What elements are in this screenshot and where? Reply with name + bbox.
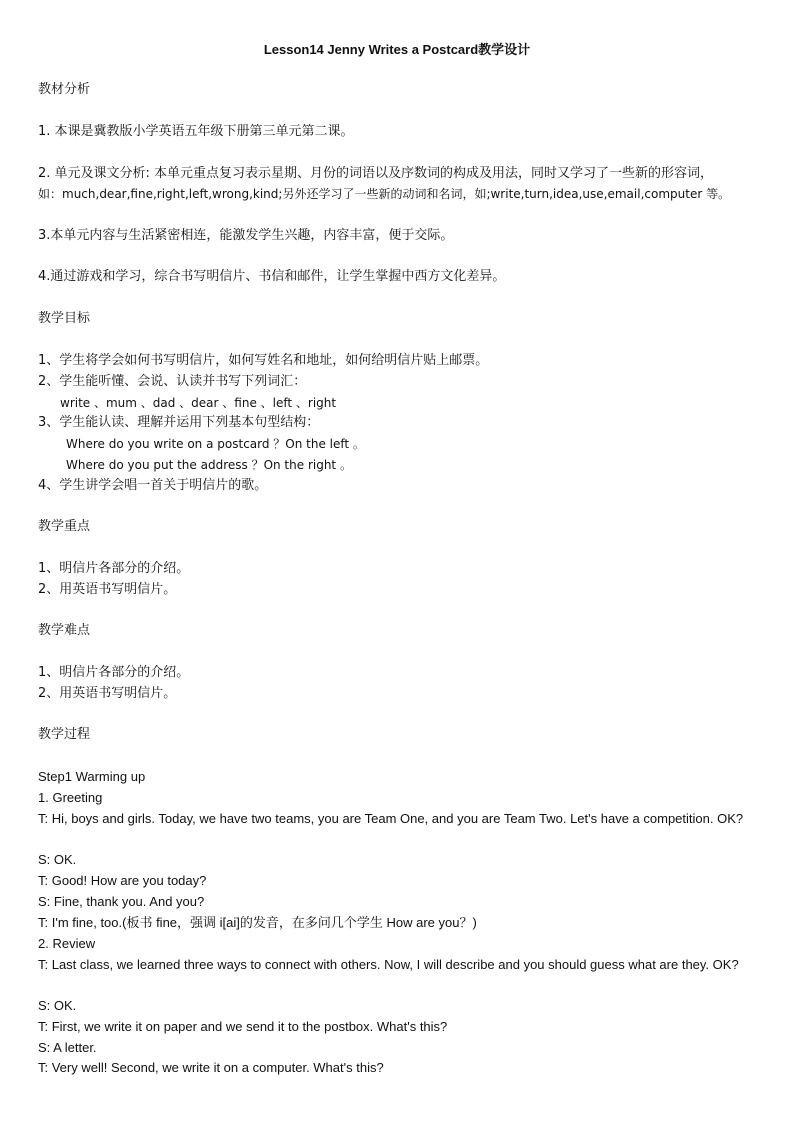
objective-2-words: write 、mum 、dad 、dear 、fine 、left 、right	[60, 396, 337, 410]
dialogue-teacher-2: T: Good! How are you today?	[38, 873, 207, 888]
objective-4: 4、学生讲学会唱一首关于明信片的歌。	[38, 478, 268, 493]
objective-3-sentence-1: Where do you write on a postcard ？On the left 。	[66, 437, 365, 451]
review-heading: 2. Review	[38, 936, 96, 951]
objective-1: 1、学生将学会如何书写明信片，如何写姓名和地址，如何给明信片贴上邮票。	[38, 353, 489, 368]
section-heading-difficulties: 教学难点	[38, 623, 91, 638]
dialogue-student-4: S: A letter.	[38, 1040, 97, 1055]
difficulty-1: 1、明信片各部分的介绍。	[38, 665, 190, 680]
document-title: Lesson14 Jenny Writes a Postcard教学设计	[263, 42, 531, 57]
analysis-paragraph-2b: 如：much,dear,fine,right,left,wrong,kind;另外还学习了一些新的动词和名词，如;write,turn,idea,use,email,computer 等。	[38, 187, 731, 201]
dialogue-teacher-1: T: Hi, boys and girls. Today, we have two teams, you are Team One, and you are Team Two. Let's have a competition. OK?	[38, 811, 744, 826]
dialogue-student-1: S: OK.	[38, 852, 77, 867]
section-heading-objectives: 教学目标	[38, 311, 91, 326]
section-heading-process: 教学过程	[38, 727, 91, 742]
analysis-paragraph-1: 1. 本课是冀教版小学英语五年级下册第三单元第二课。	[38, 124, 354, 139]
section-heading-key-points: 教学重点	[38, 519, 91, 534]
key-point-1: 1、明信片各部分的介绍。	[38, 561, 190, 576]
objective-2: 2、学生能听懂、会说、认读并书写下列词汇：	[38, 374, 307, 389]
dialogue-teacher-5: T: First, we write it on paper and we send it to the postbox. What's this?	[38, 1019, 448, 1034]
analysis-paragraph-4: 4.通过游戏和学习，综合书写明信片、书信和邮件，让学生掌握中西方文化差异。	[38, 269, 506, 284]
dialogue-teacher-4: T: Last class, we learned three ways to connect with others. Now, I will describe and you should guess what are they. OK?	[38, 957, 739, 972]
dialogue-student-2: S: Fine, thank you. And you?	[38, 894, 205, 909]
objective-3: 3、学生能认读、理解并运用下列基本句型结构：	[38, 415, 320, 430]
dialogue-teacher-3: T: I'm fine, too.(板书 fine，强调 i[ai]的发音，在多问几个学生 How are you？)	[38, 915, 477, 930]
dialogue-teacher-6: T: Very well! Second, we write it on a computer. What's this?	[38, 1060, 384, 1075]
dialogue-student-3: S: OK.	[38, 998, 77, 1013]
analysis-paragraph-3: 3.本单元内容与生活紧密相连，能激发学生兴趣，内容丰富，便于交际。	[38, 228, 454, 243]
key-point-2: 2、用英语书写明信片。	[38, 582, 177, 597]
analysis-paragraph-2a: 2. 单元及课文分析: 本单元重点复习表示星期、月份的词语以及序数词的构成及用法，同时又学习了一些新的形容词，	[38, 166, 714, 181]
section-heading-analysis: 教材分析	[38, 82, 91, 97]
difficulty-2: 2、用英语书写明信片。	[38, 686, 177, 701]
greeting-heading: 1. Greeting	[38, 790, 103, 805]
step1-heading: Step1 Warming up	[38, 769, 146, 784]
objective-3-sentence-2: Where do you put the address ？On the right 。	[66, 458, 352, 472]
